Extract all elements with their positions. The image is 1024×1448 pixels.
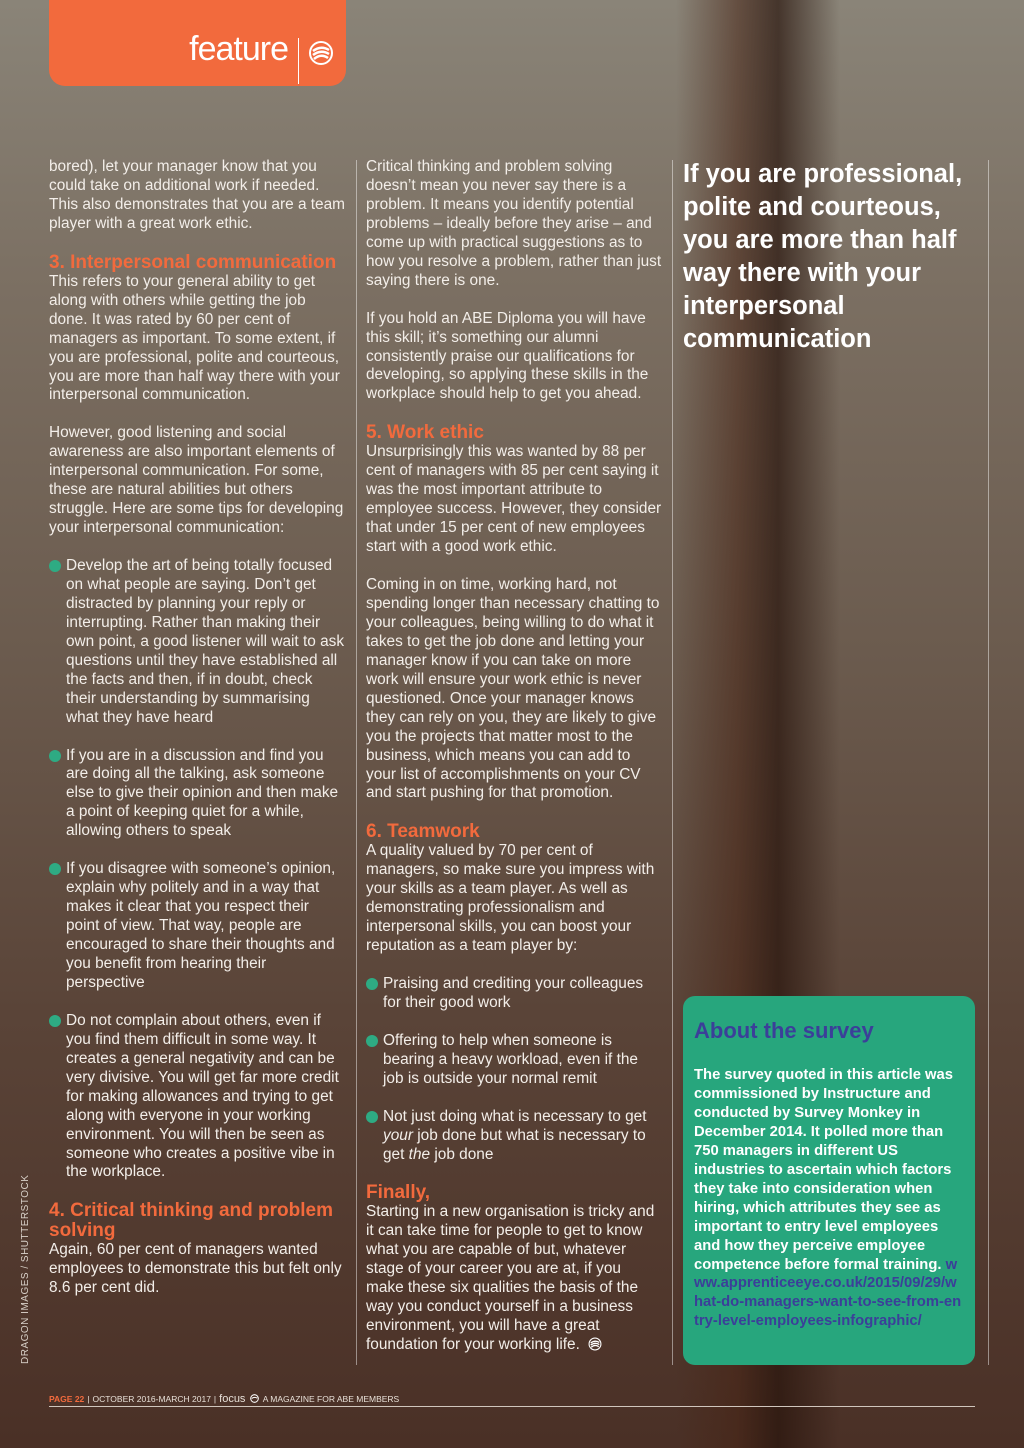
paragraph bbox=[366, 1203, 662, 1355]
bullet-item: Praising and crediting your colleagues for their good work bbox=[366, 975, 662, 1013]
paragraph: Unsurprisingly this was wanted by 88 per cent of managers with 85 per cent saying it was the most important attribute to employee success. However, they consider that under 15 per cent of new employees start with a good work ethic. bbox=[366, 443, 662, 556]
issue-date: OCTOBER 2016-MARCH 2017 bbox=[92, 1394, 211, 1404]
heading-interpersonal: 3. Interpersonal communication bbox=[49, 251, 337, 273]
bullet-item: If you disagree with someone’s opinion, explain why politely and in a way that makes it clear that you respect their point of view. That way, people are encouraged to share their thoughts and you benefit from hearing their perspective bbox=[49, 860, 345, 993]
paragraph: bored), let your manager know that you could take on additional work if needed. This also demonstrates that you are a team player with a great work ethic. bbox=[49, 158, 345, 232]
section-tab bbox=[49, 0, 346, 86]
paragraph: A quality valued by 70 per cent of managers, so make sure you impress with your skills as a team player. As well as demonstrating professionalism and interpersonal skills, you can boost your reputation as a team player by: bbox=[366, 842, 655, 955]
heading-critical-thinking: 4. Critical thinking and problem solving bbox=[49, 1200, 333, 1242]
column-divider bbox=[988, 160, 989, 1365]
bullet-item: Offering to help when someone is bearing a heavy workload, even if the job is outside your normal remit bbox=[366, 1032, 662, 1089]
column-divider bbox=[672, 160, 673, 1365]
heading-teamwork: 6. Teamwork bbox=[366, 821, 480, 843]
pull-quote: If you are professional, polite and courteous, you are more than half way there with your interpersonal communication bbox=[683, 160, 963, 353]
survey-link[interactable]: www.apprenticeeye.co.uk/2015/09/29/what-do-managers-want-to-see-from-entry-level-employees-infographic/ bbox=[694, 1256, 962, 1330]
article-column-2 bbox=[366, 158, 662, 1374]
paragraph: Again, 60 per cent of managers wanted employees to demonstrate this but felt only 8.6 per cent did. bbox=[49, 1241, 342, 1297]
bullet-item: Develop the art of being totally focused on what people are saying. Don’t get distracted by planning your reply or interrupting. Rather than making their own point, a good listener will wait to ask questions until they have established all the facts and then, if in doubt, check their understanding by summarising what they have heard bbox=[49, 557, 345, 728]
bullet-item: Do not complain about others, even if you find them difficult in some way. It creates a general negativity and can be very divisive. You will get far more credit for making allowances and trying to get along with everyone in your working environment. You will then be seen as someone who creates a positive vibe in the workplace. bbox=[49, 1012, 345, 1183]
survey-box bbox=[683, 996, 975, 1365]
magazine-tagline: A MAGAZINE FOR ABE MEMBERS bbox=[262, 1394, 400, 1404]
abe-swirl-logo-icon bbox=[308, 40, 334, 66]
bullet-text: Not just doing what is necessary to get bbox=[383, 1107, 647, 1125]
magazine-brand: focus bbox=[219, 1393, 246, 1405]
bullet-text: job done bbox=[430, 1145, 494, 1163]
paragraph-text: Starting in a new organisation is tricky and it can take time for people to get to know what you are capable of but, whatever stage of your career you are at, if you make these six qualities the basis of the way you conduct yourself in a business environment, you will have a great foundation for your working life. bbox=[366, 1203, 655, 1354]
paragraph: Coming in on time, working hard, not spending longer than necessary chatting to your colleagues, being willing to do what it takes to get the job done and letting your manager know if you can take on more work will ensure your work ethic is never questioned. Once your manager knows they can rely on you, they are likely to give you the projects that matter most to the business, which means you can add to your list of accomplishments on your CV and start pushing for that promotion. bbox=[366, 575, 660, 802]
bullet-item bbox=[366, 1108, 662, 1165]
page-footer: PAGE 22 | OCTOBER 2016-MARCH 2017 | focus A MAGAZINE FOR ABE MEMBERS bbox=[49, 1393, 400, 1405]
bullet-item: If you are in a discussion and find you are doing all the talking, ask someone else to give their opinion and then make a point of keeping quiet for a while, allowing others to speak bbox=[49, 747, 345, 842]
abe-swirl-end-icon bbox=[588, 1337, 602, 1351]
abe-swirl-small-icon bbox=[250, 1394, 259, 1403]
paragraph: If you hold an ABE Diploma you will have this skill; it’s something our alumni consistently praise our qualifications for developing, so applying these skills in the workplace should help to get you ahead. bbox=[366, 309, 649, 403]
bullet-emphasis: your bbox=[383, 1126, 413, 1144]
footer-rule bbox=[49, 1406, 975, 1407]
survey-text: The survey quoted in this article was commissioned by Instructure and conducted by Survey Monkey in December 2014. It polled more than 750 managers in different US industries to ascertain which factors they take into consideration when hiring, which attributes they see as important to entry level employees and how they perceive employee competence before formal training. bbox=[694, 1067, 954, 1273]
heading-finally: Finally, bbox=[366, 1182, 431, 1204]
heading-work-ethic: 5. Work ethic bbox=[366, 422, 484, 444]
paragraph: However, good listening and social awareness are also important elements of interpersonal communication. For some, these are natural abilities but others struggle. Here are some tips for developing your interpersonal communication: bbox=[49, 424, 344, 537]
survey-title: About the survey bbox=[694, 1018, 874, 1043]
bullet-emphasis: the bbox=[408, 1145, 431, 1163]
section-label: feature bbox=[189, 30, 288, 68]
paragraph: This refers to your general ability to get along with others while getting the job done. It was rated by 60 per cent of managers as important. To some extent, if you are professional, polite and courteous, you are more than half way there with your interpersonal communication. bbox=[49, 272, 340, 404]
column-divider bbox=[356, 160, 357, 1365]
bullet-text: job done but what is necessary to get bbox=[383, 1126, 646, 1163]
image-credit: DRAGON IMAGES / SHUTTERSTOCK bbox=[20, 1174, 31, 1364]
tab-divider bbox=[298, 38, 299, 84]
survey-body bbox=[694, 1066, 964, 1331]
page-number: PAGE 22 bbox=[49, 1394, 85, 1404]
article-column-1 bbox=[49, 158, 345, 1317]
paragraph: Critical thinking and problem solving doesn’t mean you never say there is a problem. It means you identify potential problems – ideally before they arise – and come up with practical suggestions as to how you resolve a problem, rather than just saying there is one. bbox=[366, 158, 662, 289]
